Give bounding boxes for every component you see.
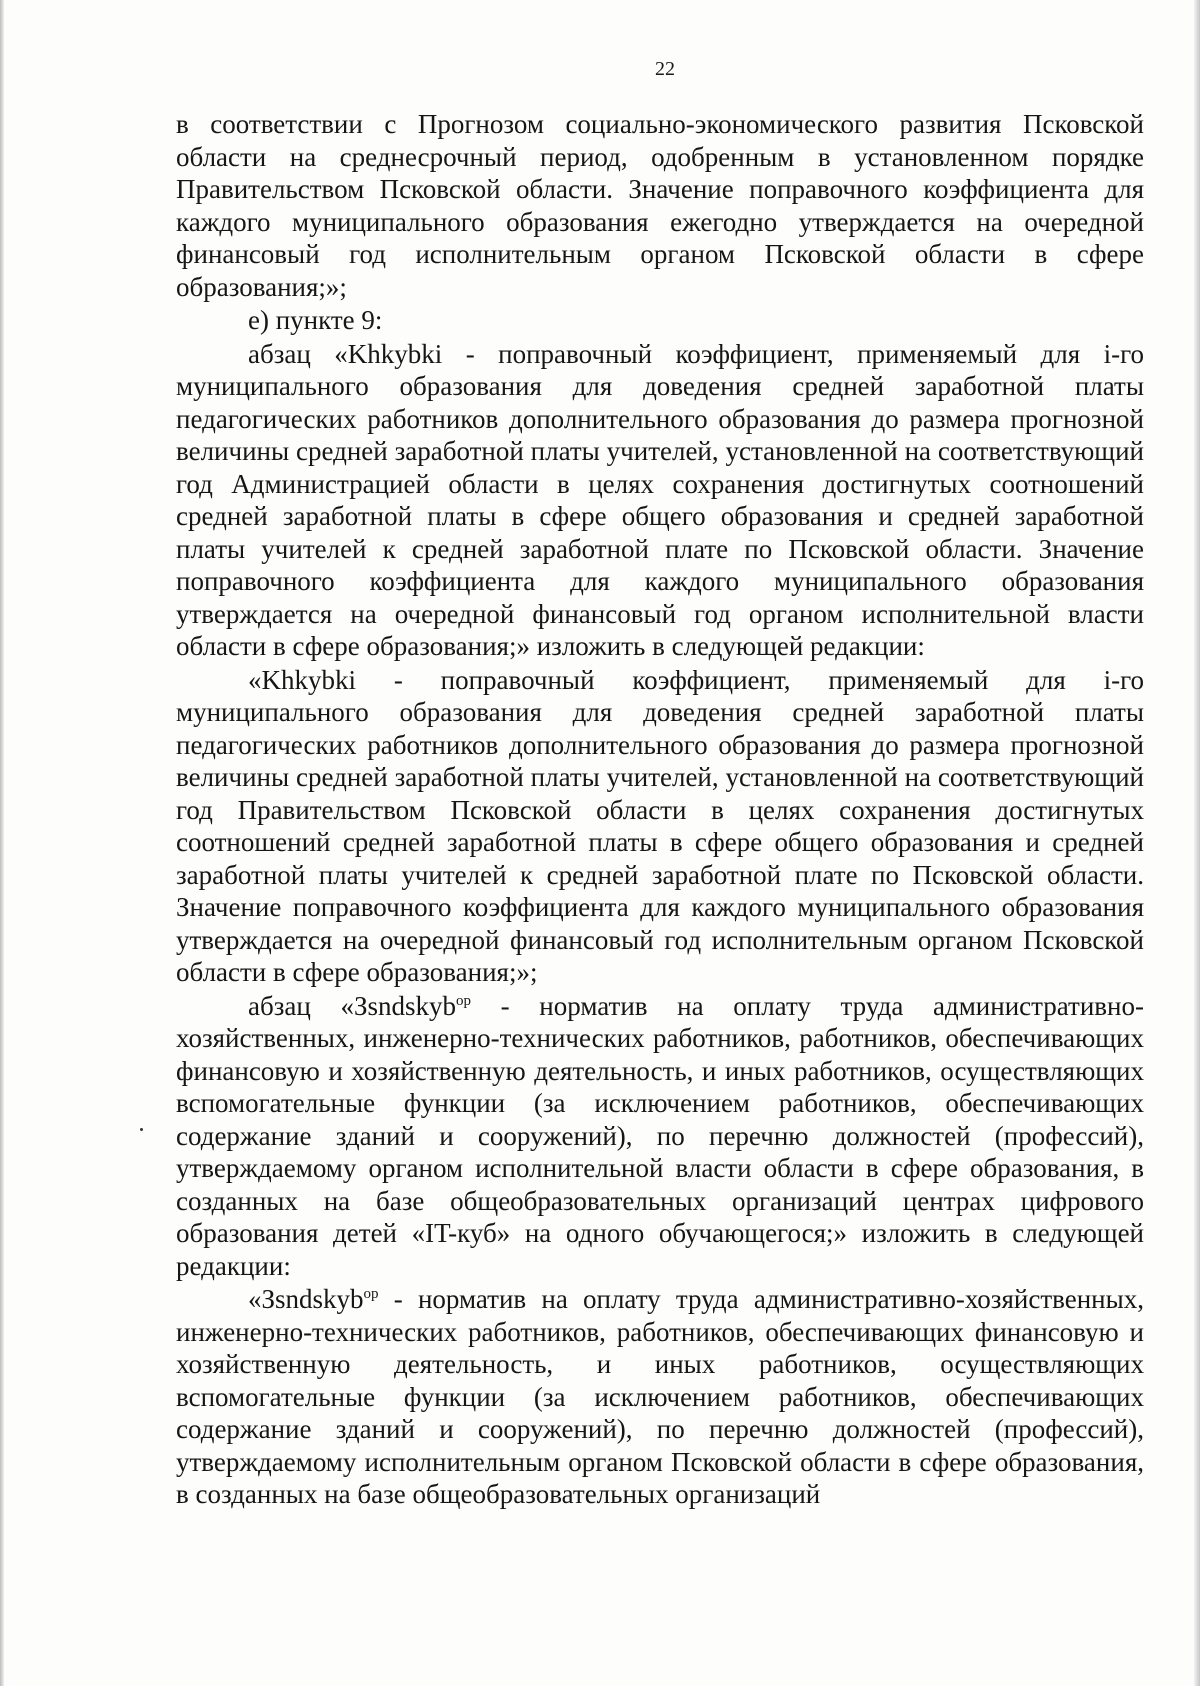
- paragraph-forecast-continuation: в соответствии с Прогнозом социально-экономического развития Псковской области на среднесрочный период, одобренным в установленном порядке Правительством Псковской области. Значение поправочного коэффициента для каждого муниципального образования ежегодно утверждается на очередной финансовый год исполнительным органом Псковской области в сфере образования;»;: [176, 109, 1144, 302]
- scan-speck: [140, 1128, 143, 1131]
- document-body: [176, 108, 1144, 1511]
- paragraph-item-e-heading: е) пункте 9:: [248, 305, 383, 335]
- paragraph-khkybki-old: абзац «Khkybki - поправочный коэффициент, применяемый для i-го муниципального образования для доведения средней заработной платы педагогических работников дополнительного образования до размера прогнозной величины средней заработной платы учителей, установленной на соответствующий год Администрацией области в целях сохранения достигнутых соотношений средней заработной платы в сфере общего образования и средней заработной платы учителей к средней заработной плате по Псковской области. Значение поправочного коэффициента для каждого муниципального образования утверждается на очередной финансовый год органом исполнительной власти области в сфере образования;» изложить в следующей редакции:: [176, 338, 1144, 661]
- paragraph-text: - норматив на оплату труда административно-хозяйственных, инженерно-технических работников, работников, обеспечивающих финансовую и хозяйственную деятельность, и иных работников, осуществляющих вспомогательные функции (за исключением работников, обеспечивающих содержание зданий и сооружений), по перечню должностей (профессий), утверждаемому органом исполнительной власти области в сфере образования, в созданных на базе общеобразовательных организаций центрах цифрового образования детей «IT-куб» на одного обучающегося;» изложить в следующей редакции:: [176, 990, 1144, 1281]
- scan-edge-right: [1194, 0, 1200, 1686]
- paragraph-khkybki-new: «Khkybki - поправочный коэффициент, применяемый для i-го муниципального образования для доведения средней заработной платы педагогических работников дополнительного образования до размера прогнозной величины средней заработной платы учителей, установленной на соответствующий год Правительством Псковской области в целях сохранения достигнутых соотношений средней заработной платы в сфере общего образования и средней заработной платы учителей к средней заработной плате по Псковской области. Значение поправочного коэффициента для каждого муниципального образования утверждается на очередной финансовый год исполнительным органом Псковской области в сфере образования;»;: [176, 664, 1144, 987]
- formula-prefix: абзац «Зsndskyb: [248, 990, 457, 1021]
- page-number: 22: [655, 58, 675, 80]
- scan-edge-left: [0, 0, 4, 1686]
- formula-prefix: «Зsndskyb: [248, 1284, 364, 1314]
- formula-superscript: ор: [456, 992, 472, 1009]
- paragraph-zsndskyb-new: [176, 1283, 1144, 1511]
- formula-superscript: ор: [363, 1286, 379, 1302]
- paragraph-zsndskyb-old: [176, 990, 1144, 1283]
- paragraph-text: - норматив на оплату труда административно-хозяйственных, инженерно-технических работников, работников, обеспечивающих финансовую и хозяйственную деятельность, и иных работников, осуществляющих вспомогательные функции (за исключением работников, обеспечивающих содержание зданий и сооружений), по перечню должностей (профессий), утверждаемому исполнительным органом Псковской области в сфере образования, в созданных на базе общеобразовательных организаций: [176, 1284, 1144, 1509]
